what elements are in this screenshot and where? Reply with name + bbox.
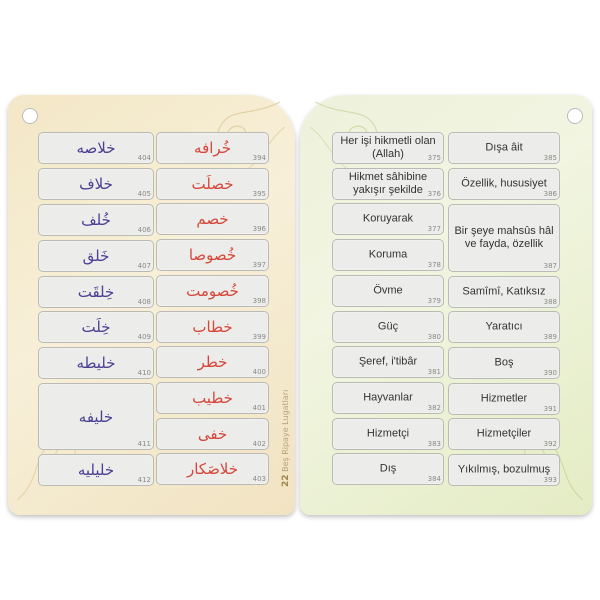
entry-number: 405 — [137, 190, 151, 198]
entry-text: Koruyarak — [362, 212, 414, 225]
entry-text: خطر — [197, 353, 228, 372]
entry-number: 383 — [427, 439, 441, 448]
entry-number: 393 — [543, 476, 557, 484]
entry-text: Hizmetçiler — [476, 427, 532, 440]
arabic-word-cell — [38, 168, 154, 200]
entry-number: 380 — [427, 332, 441, 341]
entry-text: Samîmî, Katıksız — [462, 285, 546, 298]
arabic-word-cell — [156, 418, 269, 450]
entry-text: خطاب — [192, 317, 233, 336]
entry-number: 403 — [252, 475, 266, 484]
entry-number: 407 — [137, 262, 151, 270]
entry-number: 392 — [543, 440, 557, 448]
entry-number: 396 — [252, 225, 266, 234]
meaning-cell — [448, 204, 560, 272]
entry-number: 377 — [427, 225, 441, 234]
entry-number: 378 — [427, 261, 441, 270]
arabic-word-cell — [156, 168, 269, 200]
meaning-cell — [448, 347, 560, 379]
meaning-cell — [332, 239, 444, 271]
meaning-cell — [332, 275, 444, 307]
arabic-word-cell — [156, 453, 269, 485]
entry-text: Özellik, hususiyet — [461, 177, 547, 190]
entry-number: 409 — [137, 333, 151, 341]
entry-number: 390 — [543, 369, 557, 377]
arabic-word-cell — [156, 311, 269, 343]
entry-text: Dış — [379, 462, 397, 475]
meaning-cell — [332, 168, 444, 200]
entry-text: خِلَت — [81, 318, 111, 336]
entry-text: خَلق — [82, 247, 110, 265]
meaning-cell — [448, 132, 560, 164]
meaning-cell — [448, 383, 560, 415]
entry-number: 410 — [137, 369, 151, 377]
entry-number: 382 — [427, 403, 441, 412]
entry-number: 397 — [252, 261, 266, 270]
arabic-word-cell — [156, 203, 269, 235]
meaning-cell — [332, 132, 444, 164]
arabic-word-cell — [156, 346, 269, 378]
entry-text: Şeref, i'tibâr — [358, 355, 418, 368]
spine-page-number: 22 — [281, 474, 291, 487]
entry-text: خليفه — [78, 407, 114, 426]
entry-number: 384 — [427, 475, 441, 484]
entry-number: 379 — [427, 296, 441, 305]
entry-number: 411 — [137, 440, 151, 448]
entry-number: 395 — [252, 189, 266, 198]
entry-text: خليطه — [76, 354, 116, 372]
meaning-cell — [448, 454, 560, 486]
meaning-cell — [332, 346, 444, 378]
meaning-cell — [332, 453, 444, 485]
entry-text: خُلف — [81, 211, 111, 229]
arabic-word-cell — [38, 204, 154, 236]
entry-text: Bir şeye mahsûs hâl ve fayda, özellik — [454, 225, 554, 250]
arabic-word-cell — [156, 275, 269, 307]
meaning-cell — [448, 418, 560, 450]
spine-label — [281, 390, 291, 487]
entry-text: Hayvanlar — [363, 391, 413, 404]
entry-text: Güç — [377, 320, 399, 332]
arabic-word-cell — [156, 239, 269, 271]
entry-number: 401 — [252, 403, 266, 412]
entry-text: Boş — [494, 356, 514, 369]
entry-text: Yıkılmış, bozulmuş — [457, 463, 551, 476]
entry-text: خصم — [196, 210, 229, 229]
arabic-word-cell — [156, 132, 269, 164]
arabic-word-cell — [38, 240, 154, 272]
entry-number: 375 — [427, 154, 441, 162]
entry-text: خلاف — [79, 175, 113, 193]
arabic-word-cell — [38, 276, 154, 308]
entry-text: Her işi hikmetli olan (Allah) — [340, 135, 436, 160]
entry-number: 381 — [427, 368, 441, 377]
entry-number: 399 — [252, 332, 266, 341]
arabic-word-cell — [38, 454, 154, 486]
entry-text: Yaratıcı — [485, 320, 523, 333]
entry-number: 387 — [543, 262, 557, 270]
entry-number: 376 — [427, 189, 441, 198]
entry-number: 402 — [252, 439, 266, 448]
spine-title: Beş Ripaye Lugatları — [281, 389, 290, 472]
meaning-cell — [332, 203, 444, 235]
entry-text: خُرافه — [194, 139, 231, 157]
entry-text: Koruma — [368, 248, 408, 261]
entry-text: خليليه — [77, 461, 115, 479]
entry-number: 412 — [137, 476, 151, 484]
entry-number: 386 — [543, 190, 557, 198]
entry-text: Hizmetler — [480, 392, 528, 405]
meaning-cell — [448, 276, 560, 308]
arabic-word-cell — [38, 347, 154, 379]
meaning-cell — [332, 311, 444, 343]
entry-number: 394 — [252, 154, 266, 162]
arabic-word-cell — [38, 311, 154, 343]
entry-text: خُصوصا — [188, 246, 237, 265]
entry-text: خُصومت — [186, 281, 239, 300]
entry-number: 389 — [543, 333, 557, 341]
entry-number: 408 — [137, 298, 151, 306]
entry-text: خفى — [197, 424, 228, 443]
entry-number: 398 — [252, 296, 266, 305]
entry-text: خصلَت — [191, 174, 234, 193]
entry-text: خلاصَكار — [186, 460, 239, 479]
entry-text: Dışa âit — [485, 141, 523, 154]
entry-number: 406 — [137, 226, 151, 234]
meaning-cell — [448, 311, 560, 343]
entry-text: Hizmetçi — [366, 427, 410, 440]
entry-number: 388 — [543, 298, 557, 306]
entry-number: 404 — [137, 154, 151, 162]
entry-text: خلاصه — [76, 139, 116, 157]
entry-text: Hikmet sâhibine yakışır şekilde — [348, 170, 428, 196]
meaning-cell — [332, 418, 444, 450]
meaning-cell — [448, 168, 560, 200]
arabic-word-cell — [38, 132, 154, 164]
arabic-word-cell — [38, 383, 154, 450]
entry-text: Övme — [373, 284, 403, 297]
arabic-word-cell — [156, 382, 269, 414]
entry-number: 391 — [543, 405, 557, 413]
entry-number: 385 — [543, 154, 557, 162]
entry-text: خِلقَت — [77, 283, 115, 301]
entry-text: خطيب — [192, 388, 233, 407]
binder-hole-left — [22, 108, 38, 124]
meaning-cell — [332, 382, 444, 414]
binder-hole-right — [567, 108, 583, 124]
entry-number: 400 — [252, 368, 266, 377]
